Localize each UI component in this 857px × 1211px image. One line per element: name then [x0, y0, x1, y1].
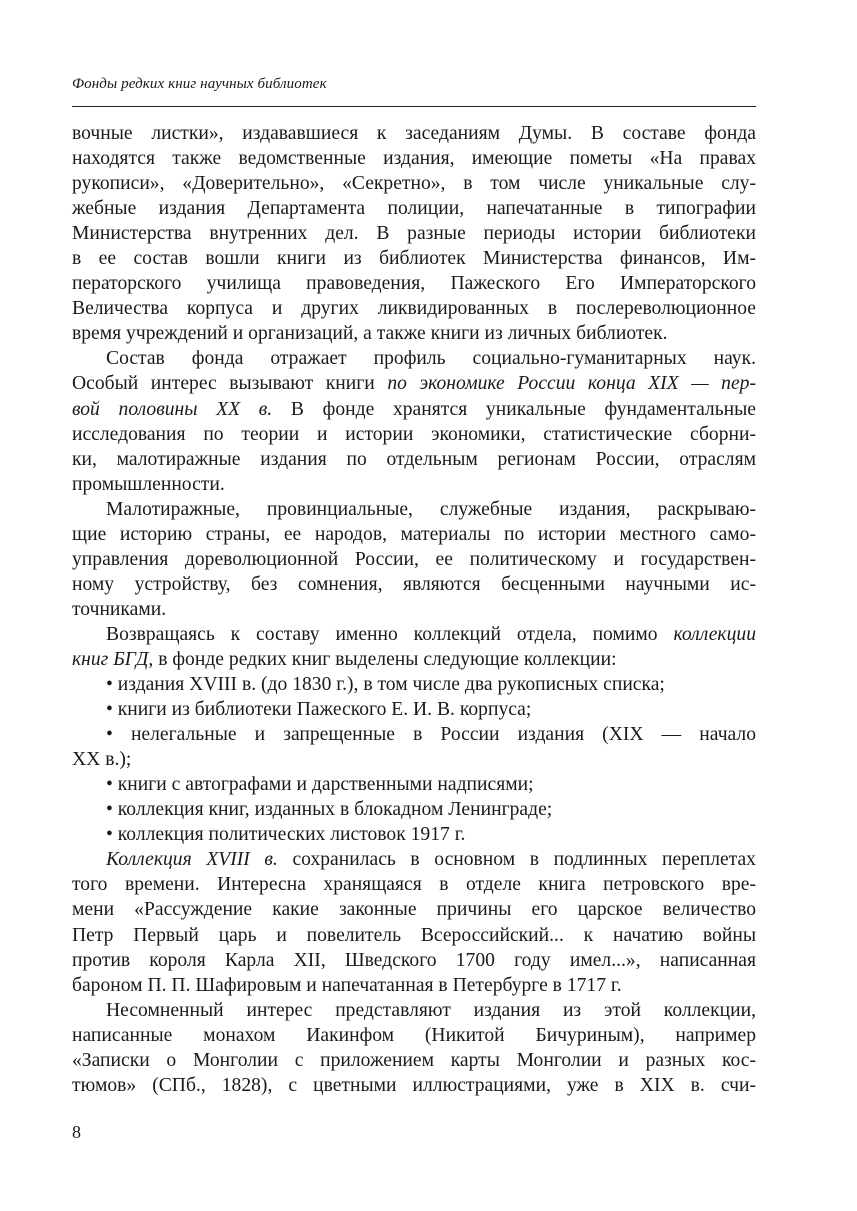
text-line [72, 146, 756, 171]
text-segment: «Записки о Монголии с приложением карты Монголии и разных кос- [72, 1049, 756, 1071]
text-segment: против короля Карла XII, Шведского 1700 году имел...», написанная [72, 949, 756, 971]
text-segment: Петр Первый царь и повелитель Всероссийский... к начатию войны [72, 924, 756, 946]
body-text [72, 121, 756, 1098]
italic-text-segment: вой половины XX в. [72, 398, 273, 420]
text-line [72, 647, 756, 672]
italic-text-segment: по экономике России конца XIX — пер- [387, 373, 756, 395]
text-segment: Возвращаясь к составу именно коллекций отдела, помимо [106, 623, 674, 645]
text-line [72, 422, 756, 447]
text-segment: Министерства внутренних дел. В разные периоды истории библиотеки [72, 223, 756, 245]
text-line [72, 1073, 756, 1098]
text-line [72, 221, 756, 246]
text-line [72, 897, 756, 922]
text-line [72, 697, 756, 722]
text-segment: вочные листки», издававшиеся к заседаниям Думы. В составе фонда [72, 123, 756, 144]
page-number: 8 [72, 1122, 81, 1142]
text-segment: мени «Рассуждение какие законные причины его царское величество [72, 899, 756, 921]
italic-text-segment: книг БГД [72, 648, 149, 670]
text-line [72, 872, 756, 897]
text-line [72, 923, 756, 948]
text-segment: управления дореволюционной России, ее политическому и государствен- [72, 548, 756, 570]
italic-text-segment: коллекции [673, 623, 756, 645]
text-segment: В фонде хранятся уникальные фундаментальные [272, 398, 756, 420]
text-segment: • книги с автографами и дарственными надписями; [106, 774, 534, 796]
text-segment: , в фонде редких книг выделены следующие коллекции: [148, 648, 617, 670]
text-line [72, 497, 756, 522]
text-segment: Величества корпуса и других ликвидированных в послереволюционное [72, 298, 756, 320]
text-line [72, 447, 756, 472]
text-line [72, 171, 756, 196]
text-line [72, 346, 756, 371]
text-segment: сохранилась в основном в подлинных переплетах [277, 849, 756, 871]
text-line [72, 822, 756, 847]
text-line [72, 1023, 756, 1048]
text-line [72, 321, 756, 346]
text-line [72, 998, 756, 1023]
text-line [72, 797, 756, 822]
italic-text-segment: Коллекция XVIII в. [106, 849, 278, 871]
text-segment: тюмов» (СПб., 1828), с цветными иллюстрациями, уже в XIX в. счи- [72, 1074, 756, 1096]
text-segment: • коллекция книг, изданных в блокадном Ленинграде; [106, 799, 553, 821]
text-segment: точниками. [72, 598, 167, 620]
text-line [72, 948, 756, 973]
text-segment: • книги из библиотеки Пажеского Е. И. В. корпуса; [106, 699, 532, 721]
text-line [72, 547, 756, 572]
text-segment: XX в.); [72, 749, 132, 771]
text-segment: исследования по теории и истории экономики, статистические сборни- [72, 423, 756, 445]
text-segment: Несомненный интерес представляют издания из этой коллекции, [106, 999, 756, 1021]
text-segment: промышленности. [72, 473, 225, 495]
text-segment: • коллекция политических листовок 1917 г. [106, 824, 466, 846]
text-segment: • нелегальные и запрещенные в России издания (XIX — начало [106, 724, 756, 746]
text-line [72, 472, 756, 497]
header-rule [72, 106, 756, 107]
text-line [72, 397, 756, 422]
text-segment: щие историю страны, ее народов, материалы по истории местного само- [72, 523, 756, 545]
text-segment: написанные монахом Иакинфом (Никитой Бичуриным), например [72, 1024, 756, 1046]
text-line [72, 196, 756, 221]
text-line [72, 1048, 756, 1073]
text-line [72, 121, 756, 146]
text-line [72, 597, 756, 622]
text-segment: жебные издания Департамента полиции, напечатанные в типографии [72, 198, 756, 220]
text-segment: того времени. Интересна хранящаяся в отделе книга петровского вре- [72, 874, 756, 896]
text-line [72, 672, 756, 697]
text-segment: • издания XVIII в. (до 1830 г.), в том числе два рукописных списка; [106, 674, 665, 696]
text-segment: Состав фонда отражает профиль социально-гуманитарных наук. [106, 348, 756, 370]
text-segment: ному устройству, без сомнения, являются бесценными научными ис- [72, 573, 756, 595]
text-line [72, 271, 756, 296]
text-segment: в ее состав вошли книги из библиотек Министерства финансов, Им- [72, 248, 756, 270]
text-line [72, 722, 756, 747]
text-segment: рукописи», «Доверительно», «Секретно», в том числе уникальные слу- [72, 173, 756, 195]
text-line [72, 622, 756, 647]
text-line [72, 847, 756, 872]
text-line [72, 371, 756, 396]
text-line [72, 747, 756, 772]
text-line [72, 973, 756, 998]
text-segment: находятся также ведомственные издания, имеющие пометы «На правах [72, 148, 756, 170]
text-line [72, 522, 756, 547]
text-line [72, 572, 756, 597]
text-segment: ки, малотиражные издания по отдельным регионам России, отраслям [72, 448, 756, 470]
text-segment: Малотиражные, провинциальные, служебные издания, раскрываю- [106, 498, 756, 520]
text-segment: ператорского училища правоведения, Пажеского Его Императорского [72, 273, 756, 295]
text-line [72, 772, 756, 797]
text-line [72, 246, 756, 271]
text-segment: Особый интерес вызывают книги [72, 373, 388, 395]
text-line [72, 296, 756, 321]
running-header: Фонды редких книг научных библиотек [72, 76, 327, 92]
text-segment: время учреждений и организаций, а также книги из личных библиотек. [72, 323, 668, 345]
text-segment: бароном П. П. Шафировым и напечатанная в Петербурге в 1717 г. [72, 974, 622, 996]
